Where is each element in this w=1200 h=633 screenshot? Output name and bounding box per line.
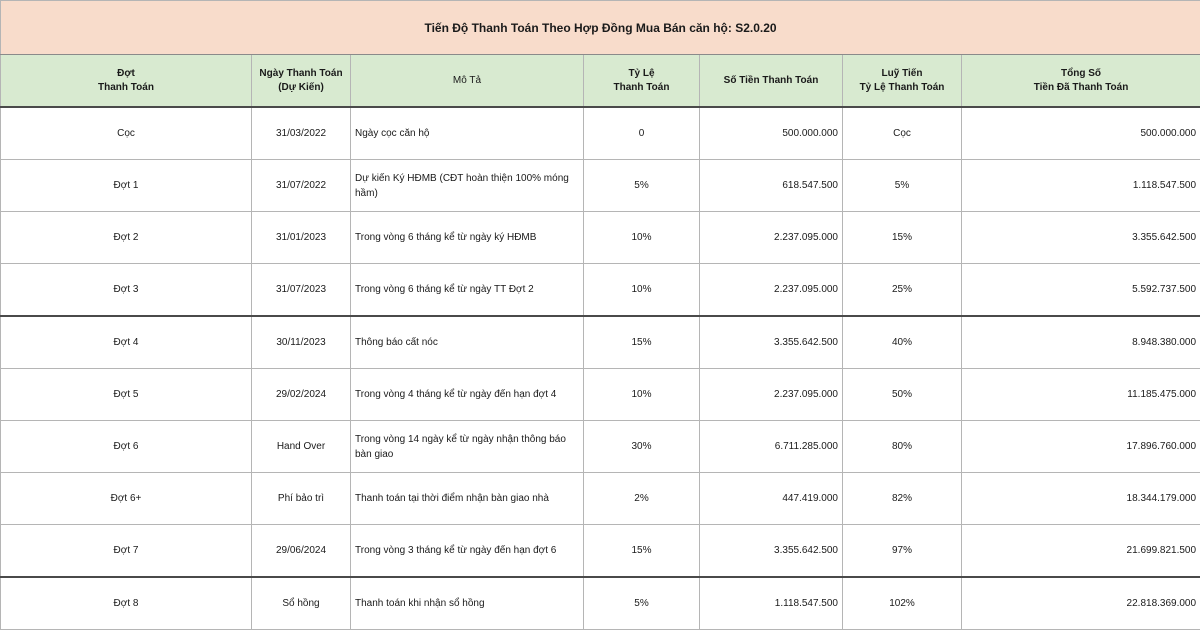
cell-dot: Cọc <box>1 107 252 160</box>
table-row <box>1 107 1200 160</box>
cell-luy-tien: 25% <box>843 264 962 317</box>
cell-mo-ta: Thanh toán tại thời điểm nhận bàn giao nhà <box>351 473 584 525</box>
cell-so-tien: 2.237.095.000 <box>700 264 843 317</box>
cell-ngay: Hand Over <box>252 421 351 473</box>
table-row <box>1 525 1200 578</box>
cell-mo-ta: Trong vòng 14 ngày kể từ ngày nhận thông báo bàn giao <box>351 421 584 473</box>
cell-ty-le: 0 <box>584 107 700 160</box>
header-mo-ta <box>351 55 584 108</box>
cell-so-tien: 2.237.095.000 <box>700 369 843 421</box>
cell-mo-ta: Thanh toán khi nhận sổ hồng <box>351 577 584 630</box>
header-ngay-line1: Ngày Thanh Toán <box>259 67 343 79</box>
cell-ty-le: 10% <box>584 212 700 264</box>
cell-so-tien: 447.419.000 <box>700 473 843 525</box>
table-row <box>1 212 1200 264</box>
cell-luy-tien: 15% <box>843 212 962 264</box>
cell-luy-tien: Cọc <box>843 107 962 160</box>
cell-mo-ta: Trong vòng 6 tháng kể từ ngày ký HĐMB <box>351 212 584 264</box>
cell-so-tien: 3.355.642.500 <box>700 525 843 578</box>
cell-so-tien: 618.547.500 <box>700 160 843 212</box>
title-row <box>1 1 1200 55</box>
cell-ngay: 31/01/2023 <box>252 212 351 264</box>
cell-dot: Đợt 4 <box>1 316 252 369</box>
cell-mo-ta: Ngày cọc căn hộ <box>351 107 584 160</box>
cell-tong: 18.344.179.000 <box>962 473 1200 525</box>
cell-mo-ta: Dự kiến Ký HĐMB (CĐT hoàn thiện 100% móng hầm) <box>351 160 584 212</box>
cell-dot: Đợt 3 <box>1 264 252 317</box>
cell-luy-tien: 40% <box>843 316 962 369</box>
cell-mo-ta: Trong vòng 3 tháng kể từ ngày đến hạn đợt 6 <box>351 525 584 578</box>
cell-so-tien: 1.118.547.500 <box>700 577 843 630</box>
cell-tong: 1.118.547.500 <box>962 160 1200 212</box>
table-row <box>1 316 1200 369</box>
cell-ty-le: 10% <box>584 369 700 421</box>
table-row <box>1 160 1200 212</box>
header-tong-so-line2: Tiền Đã Thanh Toán <box>1033 81 1129 93</box>
header-ngay-line2: (Dự Kiến) <box>278 81 324 93</box>
cell-dot: Đợt 2 <box>1 212 252 264</box>
header-tong-so-line1: Tổng Số <box>1061 67 1102 79</box>
cell-dot: Đợt 6+ <box>1 473 252 525</box>
cell-tong: 22.818.369.000 <box>962 577 1200 630</box>
header-luy-tien <box>843 55 962 108</box>
cell-luy-tien: 97% <box>843 525 962 578</box>
cell-so-tien: 3.355.642.500 <box>700 316 843 369</box>
table-title: Tiến Độ Thanh Toán Theo Hợp Đồng Mua Bán căn hộ: S2.0.20 <box>1 1 1200 55</box>
cell-ngay: Sổ hồng <box>252 577 351 630</box>
cell-ngay: 29/02/2024 <box>252 369 351 421</box>
cell-ty-le: 10% <box>584 264 700 317</box>
cell-dot: Đợt 5 <box>1 369 252 421</box>
cell-luy-tien: 80% <box>843 421 962 473</box>
cell-tong: 5.592.737.500 <box>962 264 1200 317</box>
header-mo-ta-line1: Mô Tả <box>452 74 482 86</box>
header-ngay <box>252 55 351 108</box>
cell-luy-tien: 50% <box>843 369 962 421</box>
table-row <box>1 264 1200 317</box>
cell-ngay: 31/07/2023 <box>252 264 351 317</box>
cell-dot: Đợt 6 <box>1 421 252 473</box>
header-luy-tien-line1: Luỹ Tiến <box>881 67 923 79</box>
header-so-tien <box>700 55 843 108</box>
header-luy-tien-line2: Tỷ Lệ Thanh Toán <box>859 81 945 93</box>
cell-tong: 8.948.380.000 <box>962 316 1200 369</box>
cell-ty-le: 5% <box>584 160 700 212</box>
cell-luy-tien: 82% <box>843 473 962 525</box>
cell-tong: 500.000.000 <box>962 107 1200 160</box>
cell-ty-le: 5% <box>584 577 700 630</box>
cell-dot: Đợt 7 <box>1 525 252 578</box>
header-dot <box>1 55 252 108</box>
cell-dot: Đợt 1 <box>1 160 252 212</box>
table-row <box>1 421 1200 473</box>
table-row <box>1 473 1200 525</box>
header-dot-line2: Thanh Toán <box>98 81 154 93</box>
cell-ty-le: 15% <box>584 316 700 369</box>
cell-tong: 21.699.821.500 <box>962 525 1200 578</box>
table-row <box>1 577 1200 630</box>
header-ty-le-line1: Tỷ Lệ <box>628 67 655 79</box>
cell-ngay: 31/03/2022 <box>252 107 351 160</box>
cell-ty-le: 2% <box>584 473 700 525</box>
cell-ngay: 31/07/2022 <box>252 160 351 212</box>
cell-ngay: 29/06/2024 <box>252 525 351 578</box>
cell-mo-ta: Thông báo cất nóc <box>351 316 584 369</box>
header-dot-line1: Đợt <box>117 67 135 79</box>
header-row <box>1 55 1200 108</box>
header-ty-le-line2: Thanh Toán <box>613 81 670 93</box>
header-ty-le <box>584 55 700 108</box>
cell-ty-le: 15% <box>584 525 700 578</box>
cell-tong: 11.185.475.000 <box>962 369 1200 421</box>
header-so-tien-line1: Số Tiền Thanh Toán <box>723 74 819 86</box>
table-row <box>1 369 1200 421</box>
cell-ty-le: 30% <box>584 421 700 473</box>
cell-tong: 3.355.642.500 <box>962 212 1200 264</box>
cell-mo-ta: Trong vòng 4 tháng kể từ ngày đến hạn đợt 4 <box>351 369 584 421</box>
cell-luy-tien: 5% <box>843 160 962 212</box>
header-tong-so <box>962 55 1200 108</box>
cell-so-tien: 6.711.285.000 <box>700 421 843 473</box>
cell-ngay: 30/11/2023 <box>252 316 351 369</box>
cell-so-tien: 500.000.000 <box>700 107 843 160</box>
cell-tong: 17.896.760.000 <box>962 421 1200 473</box>
cell-luy-tien: 102% <box>843 577 962 630</box>
cell-so-tien: 2.237.095.000 <box>700 212 843 264</box>
cell-ngay: Phí bảo trì <box>252 473 351 525</box>
cell-mo-ta: Trong vòng 6 tháng kể từ ngày TT Đợt 2 <box>351 264 584 317</box>
cell-dot: Đợt 8 <box>1 577 252 630</box>
